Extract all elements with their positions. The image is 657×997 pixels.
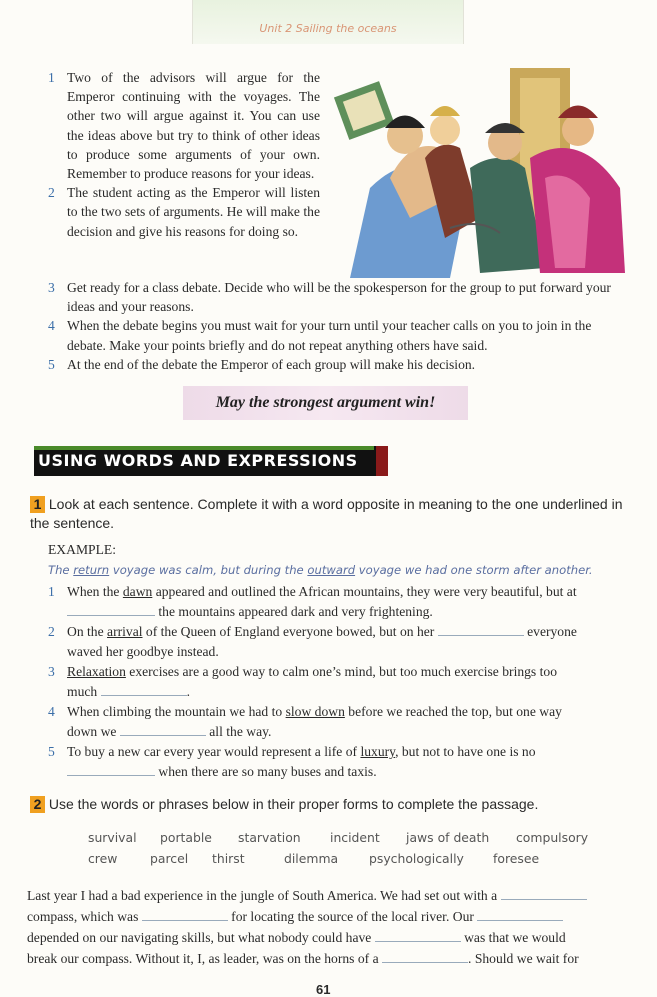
list-item: 2 On the arrival of the Queen of England everyone bowed, but on her everyone waved her goodbye instead. xyxy=(48,624,577,659)
word-bank-item: survival xyxy=(88,830,137,845)
word-bank-item: jaws of death xyxy=(406,830,490,845)
item-number: 1 xyxy=(48,70,55,85)
answer-blank[interactable] xyxy=(67,603,155,616)
list-item xyxy=(48,183,320,241)
answer-blank[interactable] xyxy=(382,950,468,963)
word-bank-item: compulsory xyxy=(516,830,589,845)
word-bank-item: thirst xyxy=(212,851,245,866)
item-number: 2 xyxy=(48,185,55,201)
item-text: When the debate begins you must wait for your turn until your teacher calls on you to join in the debate. Make your points briefly and do not repeat anything others have said. xyxy=(67,318,592,353)
page-number: 61 xyxy=(316,982,331,997)
item-text: The student acting as the Emperor will listen to the two sets of arguments. He will make the decision and give his reasons for doing so. xyxy=(67,185,320,239)
answer-blank[interactable] xyxy=(375,929,461,942)
word-bank-item: incident xyxy=(330,830,380,845)
instruction-text: Look at each sentence. Complete it with a word opposite in meaning to the one underlined in the sentence. xyxy=(30,496,623,531)
item-text: At the end of the debate the Emperor of each group will make his decision. xyxy=(67,356,476,372)
debate-list-bottom xyxy=(48,278,628,374)
word-bank xyxy=(0,830,657,870)
answer-blank[interactable] xyxy=(477,908,563,921)
exercise-number-badge: 2 xyxy=(30,796,45,813)
answer-blank[interactable] xyxy=(67,763,155,776)
exercise2-instruction xyxy=(30,795,630,814)
item-number: 5 xyxy=(48,356,55,372)
emperor-illustration xyxy=(330,68,630,280)
word-bank-item: foresee xyxy=(493,851,540,866)
word-bank-item: crew xyxy=(88,851,118,866)
list-item: 3 Relaxation exercises are a good way to calm one’s mind, but too much exercise brings too much . xyxy=(48,664,557,699)
list-item xyxy=(48,278,628,316)
item-number: 4 xyxy=(48,318,55,334)
answer-blank[interactable] xyxy=(120,723,206,736)
unit-title: Unit 2 Sailing the oceans xyxy=(259,22,397,35)
answer-blank[interactable] xyxy=(501,887,587,900)
example-sentence: The return voyage was calm, but during the outward voyage we had one storm after another. xyxy=(48,563,593,577)
item-text: Get ready for a class debate. Decide who will be the spokesperson for the group to put forward your ideas and your reasons. xyxy=(67,280,611,315)
answer-blank[interactable] xyxy=(438,623,524,636)
answer-blank[interactable] xyxy=(142,908,228,921)
item-text: Two of the advisors will argue for the Emperor continuing with the voyages. The other two will argue against it. You can use the ideas above but try to think of other ideas to produce some arguments of your own. Remember to produce reasons for your ideas. xyxy=(67,70,320,182)
passage: Last year I had a bad experience in the jungle of South America. We had set out with a compass, which was for locating the source of the local river. Our depended on our navigating skills, but what nobody could have was that we would break our compass. Without it, I, as leader, was on the horns of a . Should we wait for xyxy=(27,885,627,969)
exercise1-sentences xyxy=(48,582,628,782)
example-label: EXAMPLE: xyxy=(48,542,116,557)
word-bank-item: parcel xyxy=(150,851,189,866)
word-bank-item: psychologically xyxy=(369,851,464,866)
debate-list-top xyxy=(48,68,320,241)
item-number: 3 xyxy=(48,280,55,295)
answer-blank[interactable] xyxy=(101,683,187,696)
list-item: 5 To buy a new car every year would represent a life of luxury, but not to have one is no when there are so many buses and taxis. xyxy=(48,744,536,779)
word-bank-item: portable xyxy=(160,830,212,845)
exercise1-instruction xyxy=(30,495,630,533)
word-bank-item: dilemma xyxy=(284,851,339,866)
list-item: 4 When climbing the mountain we had to slow down before we reached the top, but one way down we all the way. xyxy=(48,704,562,739)
section-heading xyxy=(34,446,388,480)
word-bank-item: starvation xyxy=(238,830,301,845)
header-band xyxy=(192,0,464,44)
list-item xyxy=(48,68,320,183)
instruction-text: Use the words or phrases below in their proper forms to complete the passage. xyxy=(48,796,539,812)
list-item: 1 When the dawn appeared and outlined the African mountains, they were very beautiful, but at the mountains appeared dark and very frightening. xyxy=(48,584,577,619)
debate-banner: May the strongest argument win! xyxy=(183,386,468,420)
list-item xyxy=(48,355,628,374)
list-item xyxy=(48,316,628,354)
exercise-number-badge: 1 xyxy=(30,496,45,513)
section-title: USING WORDS AND EXPRESSIONS xyxy=(38,451,358,470)
